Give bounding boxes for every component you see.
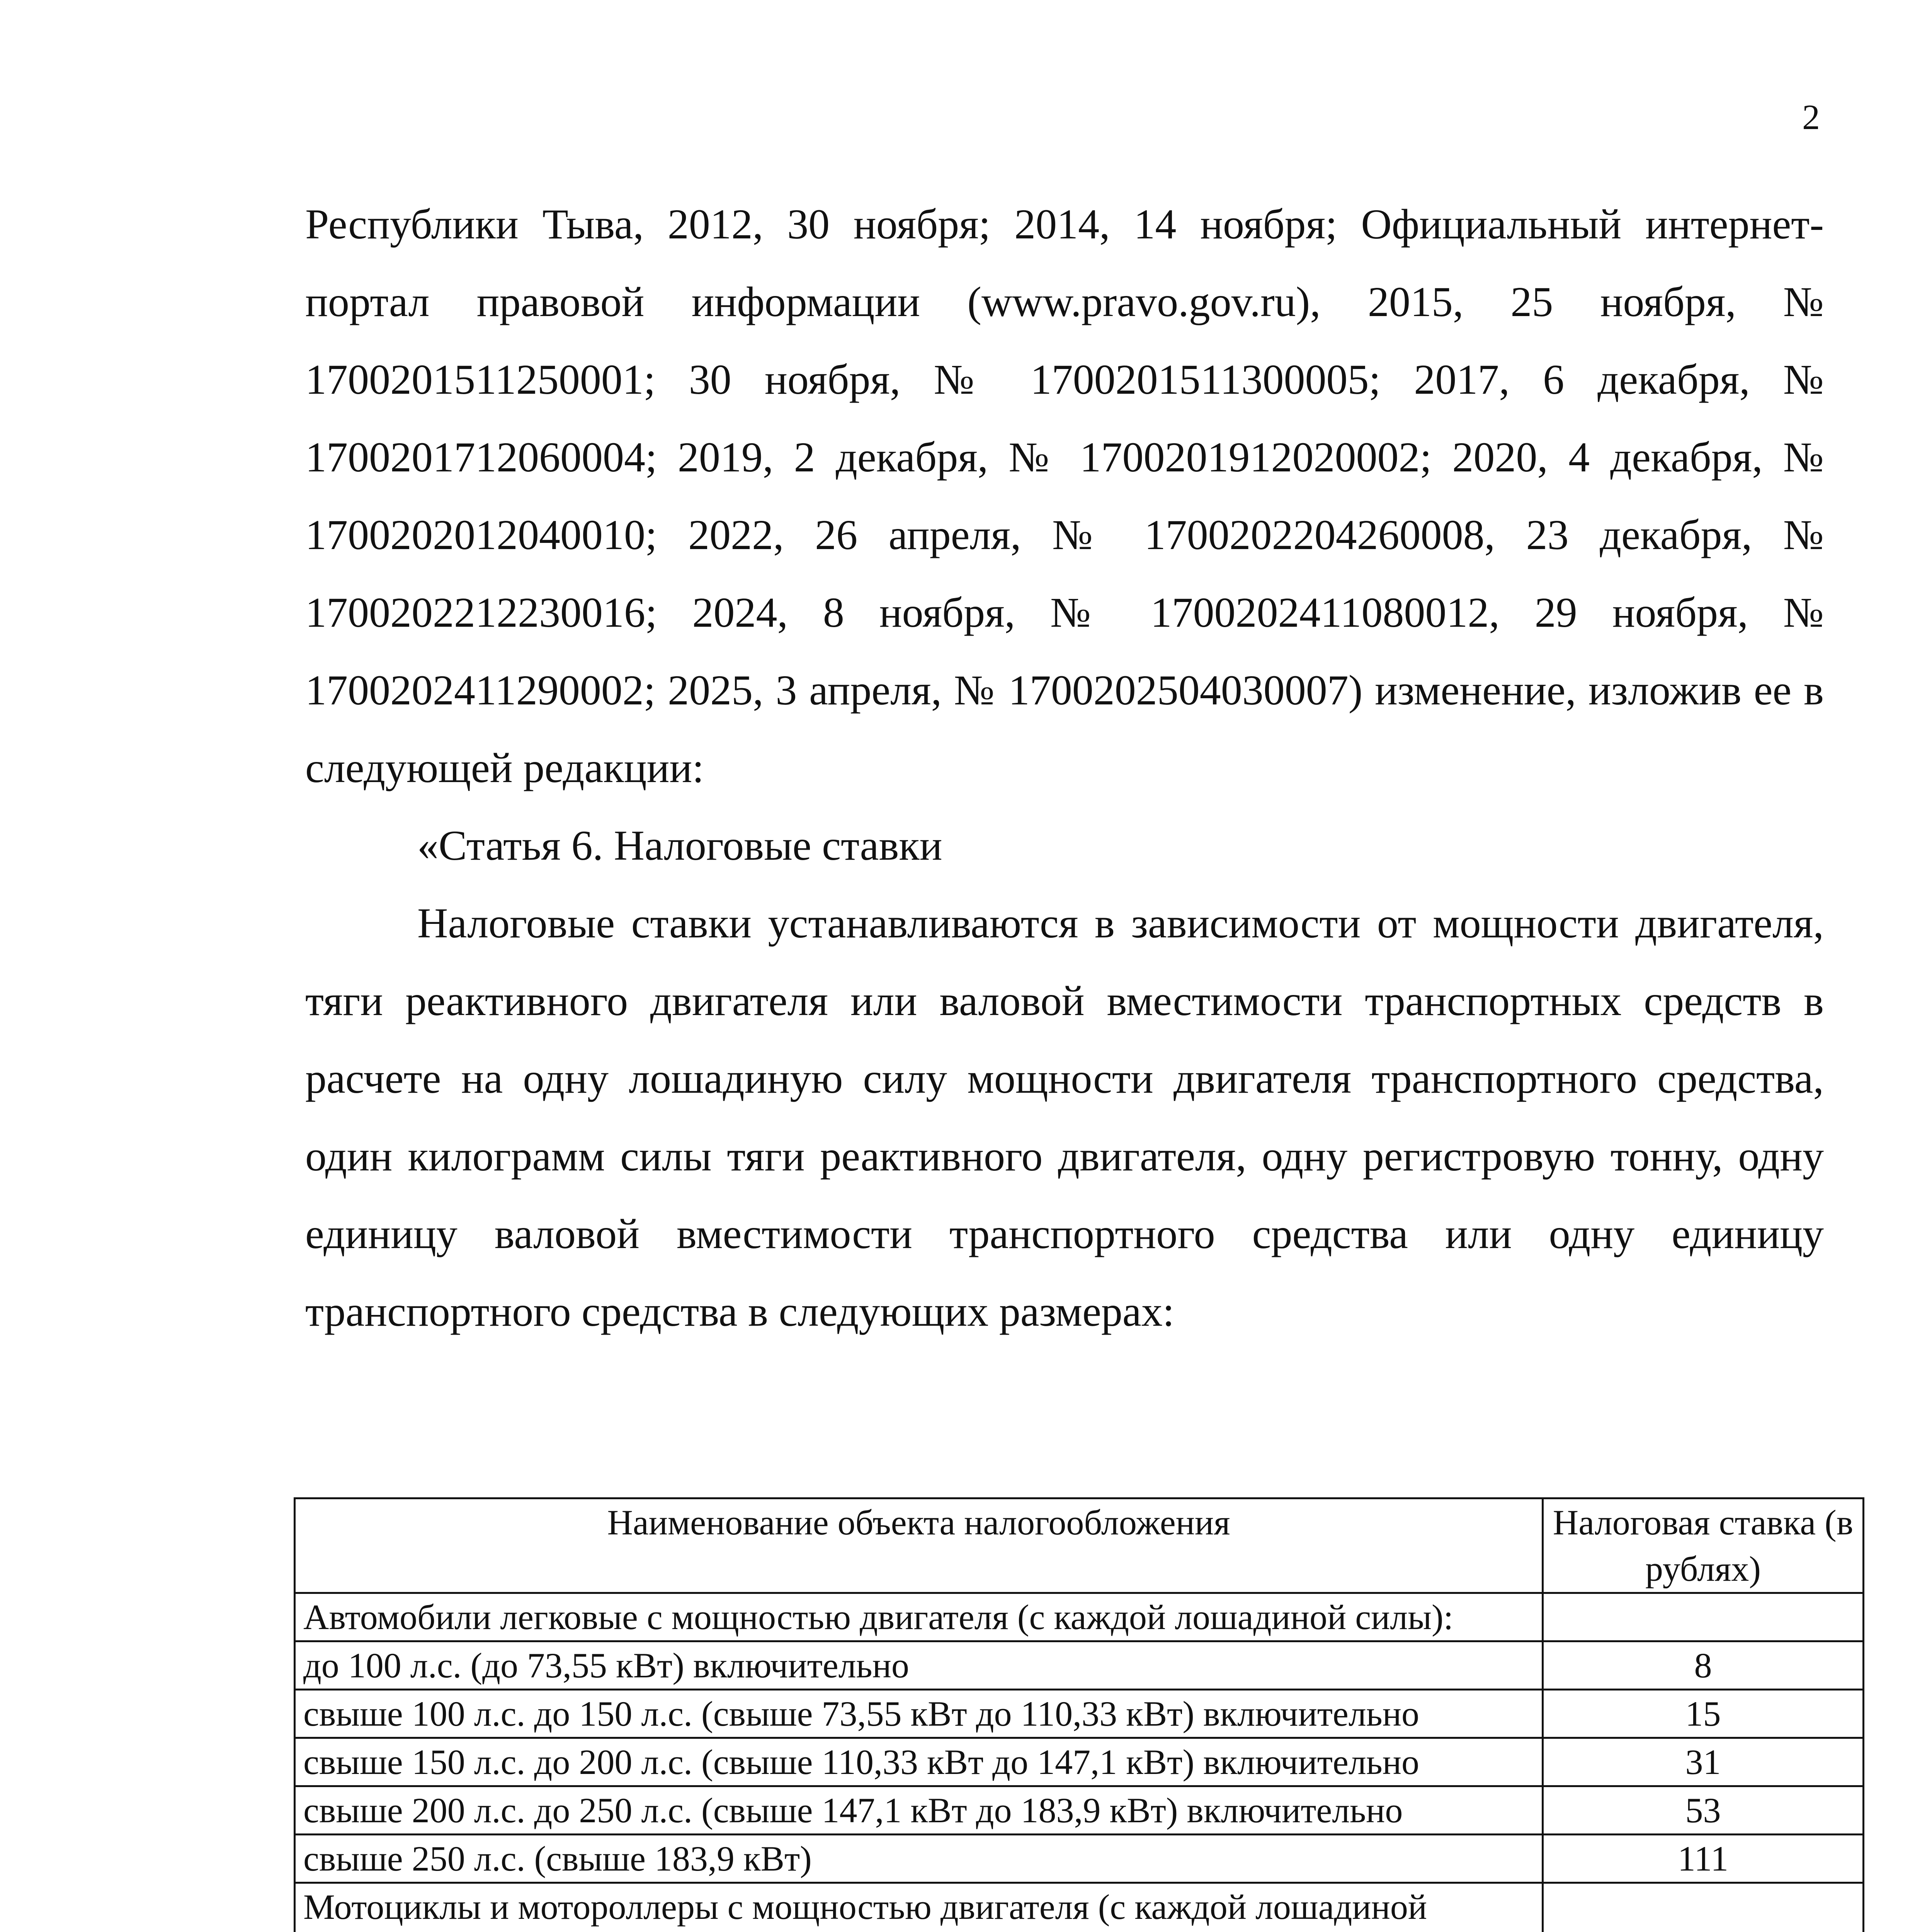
tax-rate-cell: 53: [1543, 1786, 1864, 1835]
document-body: [305, 185, 1824, 1350]
rates-paragraph: Налоговые ставки устанавливаются в зависимости от мощности двигателя, тяги реактивного двигателя или валовой вместимости транспортных средств в расчете на одну лошадиную силу мощности двигателя транспортного средства, один килограмм силы тяги реактивного двигателя, одну регистровую тонну, одну единицу валовой вместимости транспортного средства или одну единицу транспортного средства в следующих размерах:: [305, 900, 1824, 1335]
article-heading: «Статья 6. Налоговые ставки: [417, 822, 942, 869]
object-name-cell: свыше 150 л.с. до 200 л.с. (свыше 110,33 кВт до 147,1 кВт) включительно: [295, 1738, 1543, 1786]
object-name-cell: свыше 250 л.с. (свыше 183,9 кВт): [295, 1835, 1543, 1883]
object-name-cell: Автомобили легковые с мощностью двигателя (с каждой лошадиной силы):: [295, 1593, 1543, 1641]
table-body: [295, 1593, 1864, 1932]
tax-rate-cell: 8: [1543, 1641, 1864, 1690]
table-row: [295, 1786, 1864, 1835]
tax-rate-cell: [1543, 1883, 1864, 1932]
intro-paragraph: Республики Тыва, 2012, 30 ноября; 2014, 14 ноября; Официальный интернет-портал правовой информации (www.pravo.gov.ru), 2015, 25 ноября, № 1700201511250001; 30 ноября, № 1700201511300005; 2017, 6 декабря, № 1700201712060004; 2019, 2 декабря, № 1700201912020002; 2020, 4 декабря, № 1700202012040010; 2022, 26 апреля, № 1700202204260008, 23 декабря, № 1700202212230016; 2024, 8 ноября, № 1700202411080012, 29 ноября, № 1700202411290002; 2025, 3 апреля, № 1700202504030007) изменение, изложив ее в следующей редакции:: [305, 201, 1824, 791]
table-header-row: [295, 1498, 1864, 1593]
tax-rates-table: [294, 1497, 1864, 1932]
object-name-cell: свыше 100 л.с. до 150 л.с. (свыше 73,55 кВт до 110,33 кВт) включительно: [295, 1690, 1543, 1738]
header-tax-rate: Налоговая ставка (в рублях): [1543, 1498, 1864, 1593]
table-row: [295, 1593, 1864, 1641]
tax-rate-cell: 31: [1543, 1738, 1864, 1786]
page-number: 2: [1802, 97, 1820, 137]
object-name-cell: свыше 200 л.с. до 250 л.с. (свыше 147,1 кВт до 183,9 кВт) включительно: [295, 1786, 1543, 1835]
table-row: [295, 1641, 1864, 1690]
table-row: [295, 1883, 1864, 1932]
object-name-cell: Мотоциклы и мотороллеры с мощностью двигателя (с каждой лошадиной: [295, 1883, 1543, 1932]
table-row: [295, 1835, 1864, 1883]
table-row: [295, 1690, 1864, 1738]
header-object-name: Наименование объекта налогообложения: [295, 1498, 1543, 1593]
tax-rate-cell: 15: [1543, 1690, 1864, 1738]
tax-rate-cell: [1543, 1593, 1864, 1641]
table-row: [295, 1738, 1864, 1786]
tax-rate-cell: 111: [1543, 1835, 1864, 1883]
object-name-cell: до 100 л.с. (до 73,55 кВт) включительно: [295, 1641, 1543, 1690]
